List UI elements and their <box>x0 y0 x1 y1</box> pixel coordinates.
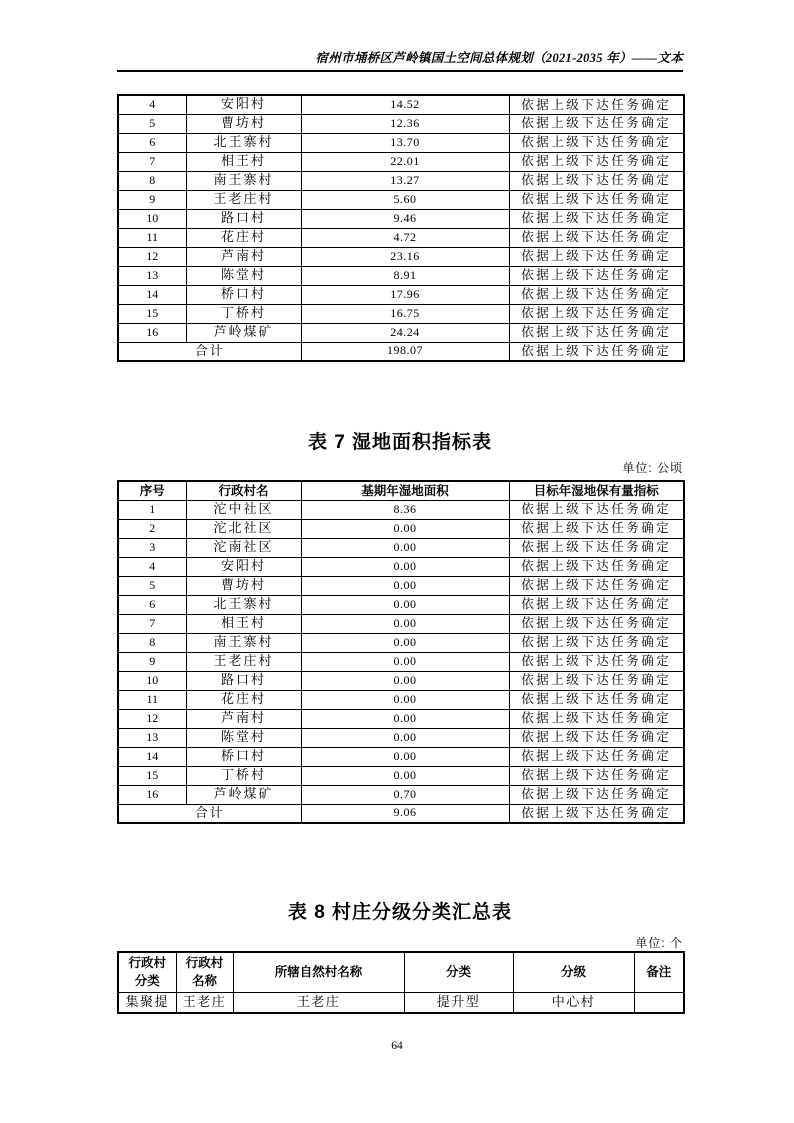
cell-target-text: 依据上级下达任务确定 <box>509 538 684 557</box>
cell-seq: 13 <box>118 728 186 747</box>
page-header <box>117 51 683 72</box>
table-row <box>118 690 684 709</box>
cell-area-value: 24.24 <box>301 323 509 342</box>
cell-village-name: 曹坊村 <box>186 114 301 133</box>
cell-area-value: 0.00 <box>301 538 509 557</box>
table8-header-row <box>118 952 684 992</box>
cell-area-value: 0.00 <box>301 728 509 747</box>
cell-value: 王老庄 <box>176 992 233 1013</box>
cell-target-text: 依据上级下达任务确定 <box>509 652 684 671</box>
cell-area-value: 13.27 <box>301 171 509 190</box>
cell-village-name: 芦岭煤矿 <box>186 785 301 804</box>
table-row <box>118 766 684 785</box>
cell-seq: 5 <box>118 576 186 595</box>
column-header <box>404 952 513 992</box>
table-row <box>118 519 684 538</box>
cell-target-text: 依据上级下达任务确定 <box>509 728 684 747</box>
cell-target-text: 依据上级下达任务确定 <box>509 323 684 342</box>
cell-village-name: 曹坊村 <box>186 576 301 595</box>
cell-area-value: 8.36 <box>301 500 509 519</box>
cell-seq: 7 <box>118 614 186 633</box>
cell-target-text: 依据上级下达任务确定 <box>509 747 684 766</box>
table8-body <box>118 992 684 1013</box>
cell-area-value: 0.00 <box>301 519 509 538</box>
table-total-row <box>118 342 684 361</box>
cell-seq: 5 <box>118 114 186 133</box>
table-row <box>118 228 684 247</box>
cell-target-text: 依据上级下达任务确定 <box>509 519 684 538</box>
cell-target-text: 依据上级下达任务确定 <box>509 614 684 633</box>
cell-seq: 2 <box>118 519 186 538</box>
table-row <box>118 285 684 304</box>
column-header <box>233 952 404 992</box>
cell-village-name: 桥口村 <box>186 747 301 766</box>
cell-target-text: 依据上级下达任务确定 <box>509 95 684 114</box>
column-header: 目标年湿地保有量指标 <box>509 481 684 500</box>
column-header-line: 行政村 <box>185 956 224 971</box>
page-number: 64 <box>391 1040 403 1052</box>
column-header-line: 分类 <box>445 965 471 980</box>
cell-village-name: 花庄村 <box>186 228 301 247</box>
cell-area-value: 22.01 <box>301 152 509 171</box>
cell-target-text: 依据上级下达任务确定 <box>509 228 684 247</box>
cell-seq: 15 <box>118 766 186 785</box>
cell-target-text: 依据上级下达任务确定 <box>509 595 684 614</box>
column-header-line: 名称 <box>191 974 217 989</box>
cell-target-text: 依据上级下达任务确定 <box>509 500 684 519</box>
column-header-line: 备注 <box>646 965 672 980</box>
cell-target-text: 依据上级下达任务确定 <box>509 133 684 152</box>
cell-village-name: 沱北社区 <box>186 519 301 538</box>
cell-target-text: 依据上级下达任务确定 <box>509 804 684 823</box>
cell-village-name: 陈堂村 <box>186 728 301 747</box>
column-header <box>176 952 233 992</box>
cell-village-name: 北王寨村 <box>186 133 301 152</box>
cell-village-name: 丁桥村 <box>186 304 301 323</box>
table8-unit-label: 单位: 个 <box>635 936 683 950</box>
cell-seq: 13 <box>118 266 186 285</box>
cell-village-name: 路口村 <box>186 209 301 228</box>
table-row <box>118 247 684 266</box>
cell-total-value: 198.07 <box>301 342 509 361</box>
cell-village-name: 桥口村 <box>186 285 301 304</box>
cell-village-name: 安阳村 <box>186 95 301 114</box>
table-row <box>118 557 684 576</box>
table-row <box>118 323 684 342</box>
table7-unit-label: 单位: 公顷 <box>622 461 683 475</box>
cell-seq: 1 <box>118 500 186 519</box>
wetland-area-indicator-table <box>117 480 685 824</box>
cell-village-name: 南王寨村 <box>186 633 301 652</box>
cell-village-name: 王老庄村 <box>186 652 301 671</box>
cell-area-value: 4.72 <box>301 228 509 247</box>
table-row <box>118 728 684 747</box>
table8-head <box>118 952 684 992</box>
cell-village-name: 南王寨村 <box>186 171 301 190</box>
table7-title: 表 7 湿地面积指标表 <box>307 432 493 453</box>
table-row <box>118 633 684 652</box>
cell-value: 中心村 <box>513 992 634 1013</box>
cell-area-value: 0.00 <box>301 652 509 671</box>
column-header-line: 分级 <box>560 965 586 980</box>
table-row <box>118 500 684 519</box>
cell-value: 提升型 <box>404 992 513 1013</box>
column-header <box>634 952 684 992</box>
cell-seq: 16 <box>118 785 186 804</box>
cell-area-value: 0.00 <box>301 614 509 633</box>
cell-target-text: 依据上级下达任务确定 <box>509 342 684 361</box>
cell-area-value: 16.75 <box>301 304 509 323</box>
table-row <box>118 190 684 209</box>
cell-area-value: 0.00 <box>301 633 509 652</box>
cell-target-text: 依据上级下达任务确定 <box>509 266 684 285</box>
cell-target-text: 依据上级下达任务确定 <box>509 709 684 728</box>
cell-area-value: 0.00 <box>301 595 509 614</box>
column-header: 行政村名 <box>186 481 301 500</box>
cell-total-label: 合计 <box>118 804 301 823</box>
cell-village-name: 安阳村 <box>186 557 301 576</box>
cell-value <box>634 992 684 1013</box>
cell-seq: 14 <box>118 285 186 304</box>
cell-area-value: 9.46 <box>301 209 509 228</box>
cell-seq: 4 <box>118 557 186 576</box>
table-row <box>118 209 684 228</box>
table-row <box>118 114 684 133</box>
cell-village-name: 芦南村 <box>186 709 301 728</box>
table-row <box>118 266 684 285</box>
cell-area-value: 0.00 <box>301 576 509 595</box>
cell-value: 王老庄 <box>233 992 404 1013</box>
table-row <box>118 152 684 171</box>
cell-seq: 10 <box>118 671 186 690</box>
cell-village-name: 相王村 <box>186 152 301 171</box>
cell-village-name: 丁桥村 <box>186 766 301 785</box>
cell-village-name: 相王村 <box>186 614 301 633</box>
cell-target-text: 依据上级下达任务确定 <box>509 671 684 690</box>
cell-seq: 8 <box>118 171 186 190</box>
column-header <box>118 952 176 992</box>
cell-area-value: 14.52 <box>301 95 509 114</box>
cell-area-value: 23.16 <box>301 247 509 266</box>
cell-village-name: 沱南社区 <box>186 538 301 557</box>
table-row <box>118 304 684 323</box>
cell-village-name: 花庄村 <box>186 690 301 709</box>
cell-area-value: 12.36 <box>301 114 509 133</box>
cell-target-text: 依据上级下达任务确定 <box>509 247 684 266</box>
cell-target-text: 依据上级下达任务确定 <box>509 633 684 652</box>
table-row <box>118 95 684 114</box>
table8-title: 表 8 村庄分级分类汇总表 <box>287 902 513 923</box>
cell-village-name: 北王寨村 <box>186 595 301 614</box>
cell-target-text: 依据上级下达任务确定 <box>509 576 684 595</box>
village-classification-summary-table <box>117 951 685 1014</box>
table-row <box>118 133 684 152</box>
cell-area-value: 13.70 <box>301 133 509 152</box>
cell-seq: 11 <box>118 228 186 247</box>
column-header: 序号 <box>118 481 186 500</box>
cell-area-value: 17.96 <box>301 285 509 304</box>
table7-head <box>118 481 684 500</box>
cell-target-text: 依据上级下达任务确定 <box>509 557 684 576</box>
indicator-table-continuation <box>117 94 685 362</box>
table-row <box>118 576 684 595</box>
cell-seq: 7 <box>118 152 186 171</box>
table-row <box>118 595 684 614</box>
cell-area-value: 0.70 <box>301 785 509 804</box>
cell-seq: 6 <box>118 595 186 614</box>
cell-seq: 6 <box>118 133 186 152</box>
cell-seq: 11 <box>118 690 186 709</box>
table-row <box>118 992 684 1013</box>
cell-area-value: 0.00 <box>301 766 509 785</box>
table-row <box>118 538 684 557</box>
cell-village-name: 芦岭煤矿 <box>186 323 301 342</box>
cell-village-name: 王老庄村 <box>186 190 301 209</box>
cell-seq: 12 <box>118 247 186 266</box>
cell-village-name: 陈堂村 <box>186 266 301 285</box>
cell-area-value: 0.00 <box>301 709 509 728</box>
cell-total-label: 合计 <box>118 342 301 361</box>
table-row <box>118 614 684 633</box>
column-header-line: 分类 <box>134 974 160 989</box>
column-header <box>513 952 634 992</box>
cell-area-value: 0.00 <box>301 690 509 709</box>
cell-seq: 10 <box>118 209 186 228</box>
page-header-title: 宿州市埇桥区芦岭镇国土空间总体规划（2021-2035 年）——文本 <box>315 51 683 65</box>
cell-area-value: 8.91 <box>301 266 509 285</box>
table-row <box>118 709 684 728</box>
column-header: 基期年湿地面积 <box>301 481 509 500</box>
cell-seq: 4 <box>118 95 186 114</box>
cell-area-value: 5.60 <box>301 190 509 209</box>
column-header-line: 所辖自然村名称 <box>274 965 363 980</box>
table-row <box>118 671 684 690</box>
cell-village-name: 沱中社区 <box>186 500 301 519</box>
table7-body <box>118 500 684 823</box>
cell-area-value: 0.00 <box>301 747 509 766</box>
cell-seq: 14 <box>118 747 186 766</box>
cell-target-text: 依据上级下达任务确定 <box>509 690 684 709</box>
indicator-table-continuation-body <box>118 95 684 361</box>
table-row <box>118 747 684 766</box>
table7-header-row <box>118 481 684 500</box>
cell-area-value: 0.00 <box>301 671 509 690</box>
table-row <box>118 171 684 190</box>
table-row <box>118 785 684 804</box>
cell-target-text: 依据上级下达任务确定 <box>509 190 684 209</box>
cell-seq: 8 <box>118 633 186 652</box>
column-header-line: 行政村 <box>128 956 166 971</box>
cell-target-text: 依据上级下达任务确定 <box>509 114 684 133</box>
cell-target-text: 依据上级下达任务确定 <box>509 285 684 304</box>
cell-seq: 9 <box>118 190 186 209</box>
cell-seq: 16 <box>118 323 186 342</box>
cell-seq: 3 <box>118 538 186 557</box>
cell-target-text: 依据上级下达任务确定 <box>509 152 684 171</box>
cell-seq: 9 <box>118 652 186 671</box>
cell-target-text: 依据上级下达任务确定 <box>509 785 684 804</box>
cell-village-name: 路口村 <box>186 671 301 690</box>
table-row <box>118 652 684 671</box>
cell-total-value: 9.06 <box>301 804 509 823</box>
table-total-row <box>118 804 684 823</box>
cell-target-text: 依据上级下达任务确定 <box>509 304 684 323</box>
cell-village-name: 芦南村 <box>186 247 301 266</box>
cell-seq: 15 <box>118 304 186 323</box>
cell-target-text: 依据上级下达任务确定 <box>509 766 684 785</box>
cell-value: 集聚提 <box>118 992 176 1013</box>
cell-target-text: 依据上级下达任务确定 <box>509 171 684 190</box>
cell-target-text: 依据上级下达任务确定 <box>509 209 684 228</box>
cell-area-value: 0.00 <box>301 557 509 576</box>
cell-seq: 12 <box>118 709 186 728</box>
